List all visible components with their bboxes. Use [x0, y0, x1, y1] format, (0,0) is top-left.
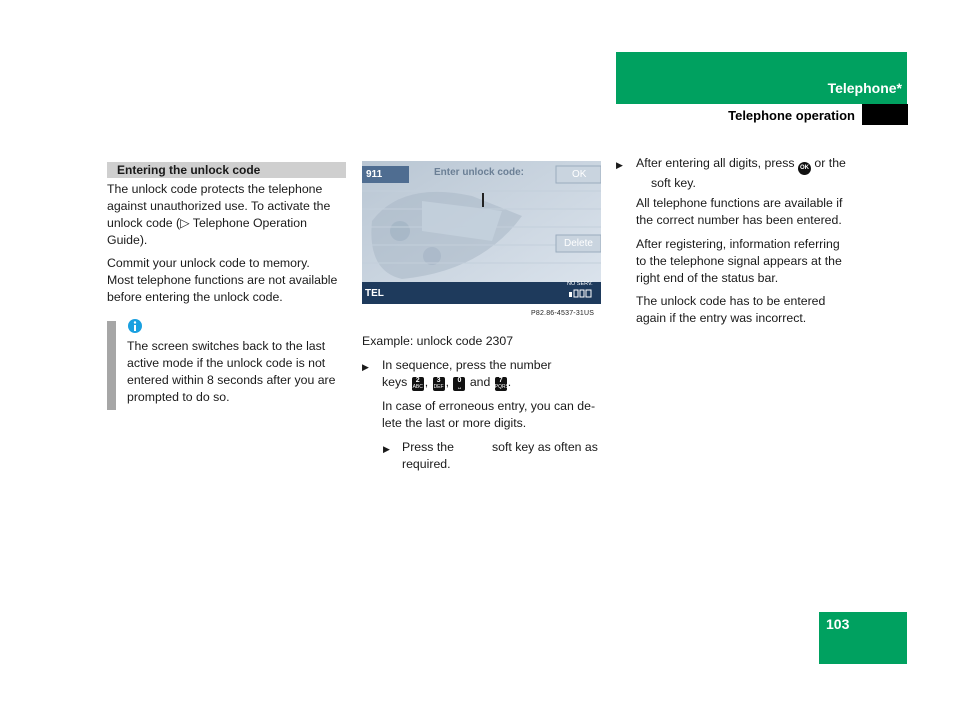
bullet-arrow-icon: ▶	[362, 362, 369, 372]
memory-paragraph: Commit your unlock code to memory. Most telephone functions are not available before entering the unlock code.	[107, 256, 338, 304]
substep-delete: Press the soft key as often as required.	[402, 440, 598, 471]
reenter-text: The unlock code has to be entered again if the entry was incorrect.	[636, 294, 826, 325]
note-bar	[107, 321, 116, 410]
unlock-prompt: Enter unlock code:	[434, 167, 525, 178]
image-reference: P82.86-4537-31US	[531, 310, 595, 317]
functions-available-text: All telephone functions are available if the correct number has been entered.	[636, 196, 843, 227]
key-7-icon: 7 PQRS	[494, 377, 509, 390]
bullet-arrow-icon: ▶	[383, 444, 390, 454]
registering-text: After registering, information referring to the telephone signal appears at the right end of the status bar.	[636, 237, 842, 285]
step-confirm: After entering all digits, press OK or the soft key.	[636, 156, 846, 190]
step-number-keys: In sequence, press the number keys 2 ABC , 3 DEF , 0 ␣ and 7 PQRS .	[382, 358, 552, 390]
key-3-icon: 3 DEF	[433, 377, 444, 390]
ok-button-icon: OK	[798, 162, 811, 175]
header-band	[616, 52, 907, 104]
erroneous-entry-text: In case of erroneous entry, you can de- lete the last or more digits.	[382, 399, 596, 430]
subsection-marker	[862, 104, 908, 125]
page-number: 103	[826, 616, 850, 632]
section-title: Telephone*	[827, 80, 902, 96]
intro-paragraph: The unlock code protects the telephone against unauthorized use. To activate the unlock code (▷ Telephone Operation Guide).	[107, 182, 331, 247]
status-service: NO SERV.	[567, 281, 593, 287]
info-icon	[127, 318, 143, 334]
section-heading: Entering the unlock code	[107, 162, 346, 178]
example-text: Example: unlock code 2307	[362, 334, 514, 348]
key-2-icon: 2 ABC	[412, 377, 423, 390]
ok-softkey[interactable]: OK	[572, 169, 587, 180]
note-text: The screen switches back to the last active mode if the unlock code is not entered within 8 seconds after you are prompted to do so.	[127, 339, 336, 404]
delete-softkey[interactable]: Delete	[564, 238, 593, 249]
bullet-arrow-icon: ▶	[616, 160, 623, 170]
subsection-title: Telephone operation	[728, 108, 855, 123]
display-screenshot	[362, 161, 601, 304]
dialed-number: 911	[366, 169, 383, 180]
status-tel: TEL	[365, 288, 384, 299]
key-0-icon: 0 ␣	[453, 377, 465, 391]
